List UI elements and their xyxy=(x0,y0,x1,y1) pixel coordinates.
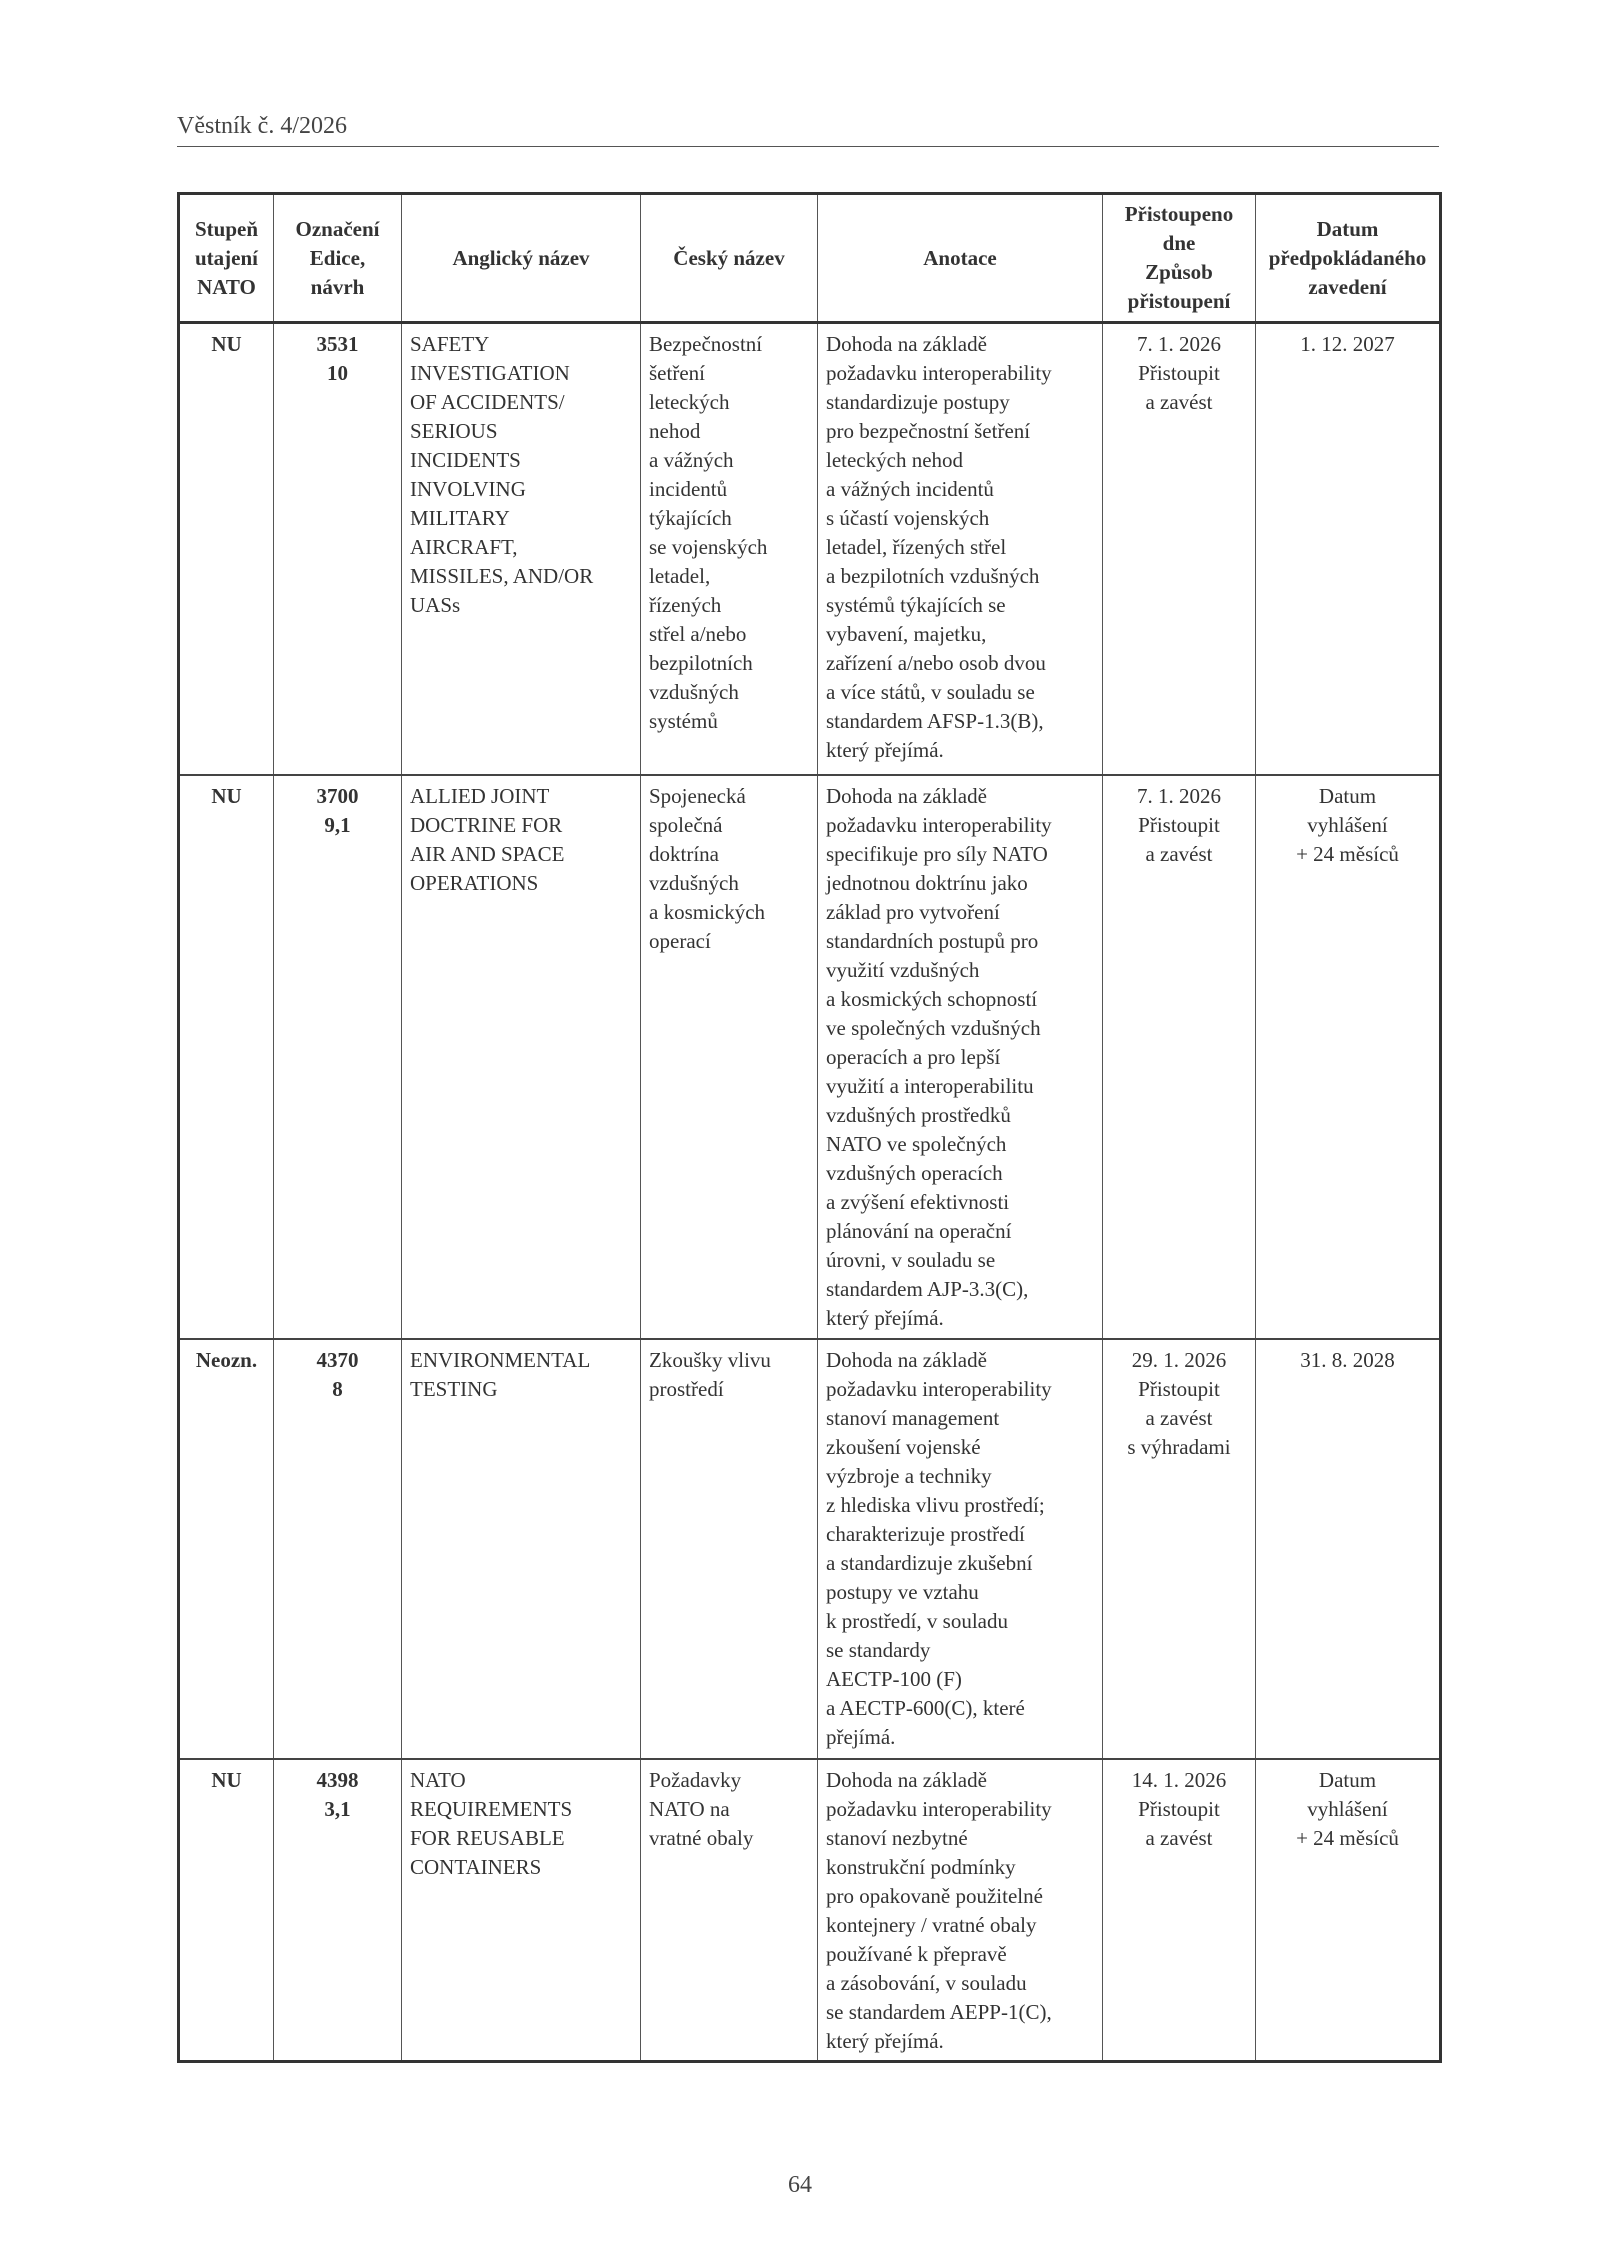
cell-line: SAFETY xyxy=(410,332,490,356)
cell-line: 29. 1. 2026 xyxy=(1131,1348,1227,1372)
header-line: předpokládaného xyxy=(1268,245,1427,270)
cell-line: INVOLVING xyxy=(410,477,526,501)
cell-line: CONTAINERS xyxy=(410,1855,542,1879)
header-line: Edice, xyxy=(309,245,366,270)
cell-line: vzdušných prostředků xyxy=(826,1103,1011,1127)
cell-line: doktrína xyxy=(649,842,719,866)
cell-line: z hlediska vlivu prostředí; xyxy=(826,1493,1045,1517)
cell-line: jednotnou doktrínu jako xyxy=(826,871,1028,895)
cell-line: Přistoupit xyxy=(1138,1797,1220,1821)
cell-line: postupy ve vztahu xyxy=(826,1580,979,1604)
cell-designation-edition xyxy=(274,323,402,776)
cell-line: ALLIED JOINT xyxy=(410,784,550,808)
cell-classification xyxy=(179,775,274,1339)
standards-table xyxy=(177,192,1442,2063)
cell-line: a vážných incidentů xyxy=(826,477,994,501)
cell-line: a AECTP-600(C), které xyxy=(826,1696,1025,1720)
cell-line: a zásobování, v souladu xyxy=(826,1971,1027,1995)
cell-line: který přejímá. xyxy=(826,2029,944,2053)
cell-line: letadel, řízených střel xyxy=(826,535,1007,559)
cell-line: 14. 1. 2026 xyxy=(1131,1768,1227,1792)
cell-line: ve společných vzdušných xyxy=(826,1016,1041,1040)
cell-line: vzdušných operacích xyxy=(826,1161,1003,1185)
cell-line: MISSILES, AND/OR xyxy=(410,564,594,588)
column-header-designation-edition xyxy=(274,194,402,323)
cell-line: a zavést xyxy=(1145,842,1213,866)
table-body xyxy=(179,323,1441,2062)
cell-line: ENVIRONMENTAL xyxy=(410,1348,591,1372)
cell-line: týkajících xyxy=(649,506,732,530)
cell-line: Zkoušky vlivu xyxy=(649,1348,771,1372)
cell-line: k prostředí, v souladu xyxy=(826,1609,1008,1633)
cell-english-title xyxy=(402,1339,641,1759)
cell-line: 7. 1. 2026 xyxy=(1137,784,1221,808)
cell-designation-edition xyxy=(274,1339,402,1759)
cell-designation-edition xyxy=(274,1759,402,2062)
cell-ratification-date-method xyxy=(1103,323,1256,776)
header-line: dne xyxy=(1162,231,1196,255)
cell-line: systémů xyxy=(649,709,718,733)
cell-line: Přistoupit xyxy=(1138,813,1220,837)
cell-line: OF ACCIDENTS/ xyxy=(410,390,565,414)
header-line: Anglický název xyxy=(452,245,590,270)
cell-line: AIR AND SPACE xyxy=(410,842,565,866)
cell-line: Požadavky xyxy=(649,1768,742,1792)
cell-line: INCIDENTS xyxy=(410,448,521,472)
cell-line: a více států, v souladu se xyxy=(826,680,1035,704)
cell-line: s výhradami xyxy=(1127,1435,1231,1459)
cell-line: který přejímá. xyxy=(826,738,944,762)
cell-line: Bezpečnostní xyxy=(649,332,763,356)
cell-line: TESTING xyxy=(410,1377,498,1401)
cell-line: používané k přepravě xyxy=(826,1942,1007,1966)
cell-line: AECTP-100 (F) xyxy=(826,1667,962,1691)
header-line: návrh xyxy=(310,274,365,299)
cell-line: vyhlášení xyxy=(1307,813,1388,837)
cell-line: a zavést xyxy=(1145,390,1213,414)
cell-line: výzbroje a techniky xyxy=(826,1464,992,1488)
cell-line: 9,1 xyxy=(324,813,351,837)
cell-implementation-date xyxy=(1256,775,1441,1339)
cell-line: Datum xyxy=(1318,784,1377,808)
cell-czech-title xyxy=(641,1759,818,2062)
table-row xyxy=(179,323,1441,776)
header-line: zavedení xyxy=(1308,274,1387,299)
cell-line: Dohoda na základě xyxy=(826,1768,987,1792)
cell-line: Datum xyxy=(1318,1768,1377,1792)
cell-line: OPERATIONS xyxy=(410,871,539,895)
cell-line: 8 xyxy=(332,1377,343,1401)
cell-classification xyxy=(179,1759,274,2062)
cell-line: přejímá. xyxy=(826,1725,896,1749)
cell-ratification-date-method xyxy=(1103,1339,1256,1759)
cell-english-title xyxy=(402,1759,641,2062)
cell-annotation xyxy=(818,775,1103,1339)
cell-line: leteckých xyxy=(649,390,730,414)
cell-line: základ pro vytvoření xyxy=(826,900,1000,924)
cell-line: prostředí xyxy=(649,1377,724,1401)
column-header-czech-title xyxy=(641,194,818,323)
table-row xyxy=(179,775,1441,1339)
cell-line: využití vzdušných xyxy=(826,958,980,982)
cell-line: charakterizuje prostředí xyxy=(826,1522,1025,1546)
cell-czech-title xyxy=(641,323,818,776)
cell-line: řízených xyxy=(649,593,722,617)
cell-line: a kosmických xyxy=(649,900,766,924)
cell-line: Spojenecká xyxy=(649,784,746,808)
cell-line: Dohoda na základě xyxy=(826,332,987,356)
cell-line: leteckých nehod xyxy=(826,448,964,472)
cell-line: společná xyxy=(649,813,723,837)
cell-line: 31. 8. 2028 xyxy=(1300,1348,1395,1372)
cell-czech-title xyxy=(641,775,818,1339)
cell-line: 1. 12. 2027 xyxy=(1300,332,1395,356)
cell-line: stanoví nezbytné xyxy=(826,1826,968,1850)
cell-line: střel a/nebo xyxy=(649,622,747,646)
header-line: NATO xyxy=(197,274,256,299)
cell-line: standardizuje postupy xyxy=(826,390,1010,414)
cell-line: NU xyxy=(211,784,242,808)
header-line: Anotace xyxy=(923,245,997,270)
cell-line: Přistoupit xyxy=(1138,1377,1220,1401)
cell-annotation xyxy=(818,1339,1103,1759)
cell-line: 3700 xyxy=(316,784,359,808)
cell-line: kontejnery / vratné obaly xyxy=(826,1913,1037,1937)
header-line: přistoupení xyxy=(1127,289,1231,313)
header-line: Datum xyxy=(1316,216,1379,241)
column-header-classification xyxy=(179,194,274,323)
cell-line: a vážných xyxy=(649,448,734,472)
cell-line: NU xyxy=(211,332,242,356)
cell-classification xyxy=(179,1339,274,1759)
cell-line: MILITARY xyxy=(410,506,510,530)
header-line: Označení xyxy=(295,216,380,241)
cell-line: operacích a pro lepší xyxy=(826,1045,1001,1069)
cell-czech-title xyxy=(641,1339,818,1759)
cell-classification xyxy=(179,323,274,776)
cell-line: pro opakovaně použitelné xyxy=(826,1884,1043,1908)
header-line: Způsob xyxy=(1145,260,1213,284)
cell-ratification-date-method xyxy=(1103,1759,1256,2062)
cell-line: incidentů xyxy=(649,477,728,501)
cell-line: pro bezpečnostní šetření xyxy=(826,419,1031,443)
cell-line: + 24 měsíců xyxy=(1296,842,1399,866)
running-head-title: Věstník č. 4/2026 xyxy=(177,113,347,139)
column-header-annotation xyxy=(818,194,1103,323)
cell-line: standardem AFSP-1.3(B), xyxy=(826,709,1044,733)
cell-implementation-date xyxy=(1256,1759,1441,2062)
cell-line: NATO na xyxy=(649,1797,730,1821)
cell-line: specifikuje pro síly NATO xyxy=(826,842,1048,866)
cell-line: + 24 měsíců xyxy=(1296,1826,1399,1850)
cell-line: vybavení, majetku, xyxy=(826,622,987,646)
cell-line: zkoušení vojenské xyxy=(826,1435,981,1459)
cell-line: který přejímá. xyxy=(826,1306,944,1330)
cell-line: systémů týkajících se xyxy=(826,593,1006,617)
table-header-row xyxy=(179,194,1441,323)
cell-english-title xyxy=(402,775,641,1339)
cell-line: plánování na operační xyxy=(826,1219,1012,1243)
column-header-implementation-date xyxy=(1256,194,1441,323)
header-rule xyxy=(177,146,1439,147)
cell-line: konstrukční podmínky xyxy=(826,1855,1016,1879)
column-header-ratification-date-method xyxy=(1103,194,1256,323)
cell-line: a bezpilotních vzdušných xyxy=(826,564,1040,588)
cell-line: Přistoupit xyxy=(1138,361,1220,385)
cell-line: SERIOUS xyxy=(410,419,498,443)
cell-line: Dohoda na základě xyxy=(826,1348,987,1372)
cell-line: DOCTRINE FOR xyxy=(410,813,563,837)
page-number: 64 xyxy=(788,2172,812,2198)
cell-line: 7. 1. 2026 xyxy=(1137,332,1221,356)
cell-line: požadavku interoperability xyxy=(826,1797,1052,1821)
cell-line: a zavést xyxy=(1145,1406,1213,1430)
cell-line: UASs xyxy=(410,593,461,617)
cell-line: vzdušných xyxy=(649,871,739,895)
cell-line: využití a interoperabilitu xyxy=(826,1074,1034,1098)
cell-line: Dohoda na základě xyxy=(826,784,987,808)
cell-line: se standardem AEPP-1(C), xyxy=(826,2000,1052,2024)
cell-line: požadavku interoperability xyxy=(826,361,1052,385)
cell-implementation-date xyxy=(1256,1339,1441,1759)
cell-annotation xyxy=(818,1759,1103,2062)
cell-line: zařízení a/nebo osob dvou xyxy=(826,651,1046,675)
cell-line: a kosmických schopností xyxy=(826,987,1038,1011)
cell-line: se standardy xyxy=(826,1638,931,1662)
cell-annotation xyxy=(818,323,1103,776)
cell-line: NU xyxy=(211,1768,242,1792)
cell-line: letadel, xyxy=(649,564,711,588)
cell-line: nehod xyxy=(649,419,701,443)
cell-line: FOR REUSABLE xyxy=(410,1826,565,1850)
cell-line: vyhlášení xyxy=(1307,1797,1388,1821)
cell-line: stanoví management xyxy=(826,1406,1000,1430)
table-row xyxy=(179,1759,1441,2062)
cell-line: vzdušných xyxy=(649,680,739,704)
cell-line: 3,1 xyxy=(324,1797,351,1821)
cell-line: INVESTIGATION xyxy=(410,361,570,385)
cell-line: operací xyxy=(649,929,711,953)
cell-line: 10 xyxy=(327,361,348,385)
cell-line: standardem AJP-3.3(C), xyxy=(826,1277,1029,1301)
header-line: Přistoupeno xyxy=(1124,202,1234,226)
cell-line: a standardizuje zkušební xyxy=(826,1551,1033,1575)
cell-line: se vojenských xyxy=(649,535,768,559)
cell-designation-edition xyxy=(274,775,402,1339)
header-line: Stupeň xyxy=(194,216,259,241)
header-line: utajení xyxy=(195,245,258,270)
cell-line: bezpilotních xyxy=(649,651,753,675)
cell-line: 4370 xyxy=(316,1348,359,1372)
cell-line: úrovni, v souladu se xyxy=(826,1248,996,1272)
cell-line: a zavést xyxy=(1145,1826,1213,1850)
cell-line: NATO ve společných xyxy=(826,1132,1007,1156)
cell-line: AIRCRAFT, xyxy=(410,535,518,559)
cell-english-title xyxy=(402,323,641,776)
table-row xyxy=(179,1339,1441,1759)
header-line: Český název xyxy=(673,245,785,270)
cell-line: požadavku interoperability xyxy=(826,1377,1052,1401)
cell-line: s účastí vojenských xyxy=(826,506,990,530)
cell-line: šetření xyxy=(649,361,705,385)
cell-line: 3531 xyxy=(316,332,359,356)
cell-line: standardních postupů pro xyxy=(826,929,1039,953)
column-header-english-title xyxy=(402,194,641,323)
cell-line: Neozn. xyxy=(195,1348,258,1372)
cell-line: vratné obaly xyxy=(649,1826,754,1850)
cell-line: požadavku interoperability xyxy=(826,813,1052,837)
cell-line: a zvýšení efektivnosti xyxy=(826,1190,1010,1214)
cell-line: REQUIREMENTS xyxy=(410,1797,573,1821)
cell-line: 4398 xyxy=(316,1768,359,1792)
cell-line: NATO xyxy=(410,1768,466,1792)
cell-ratification-date-method xyxy=(1103,775,1256,1339)
cell-implementation-date xyxy=(1256,323,1441,776)
